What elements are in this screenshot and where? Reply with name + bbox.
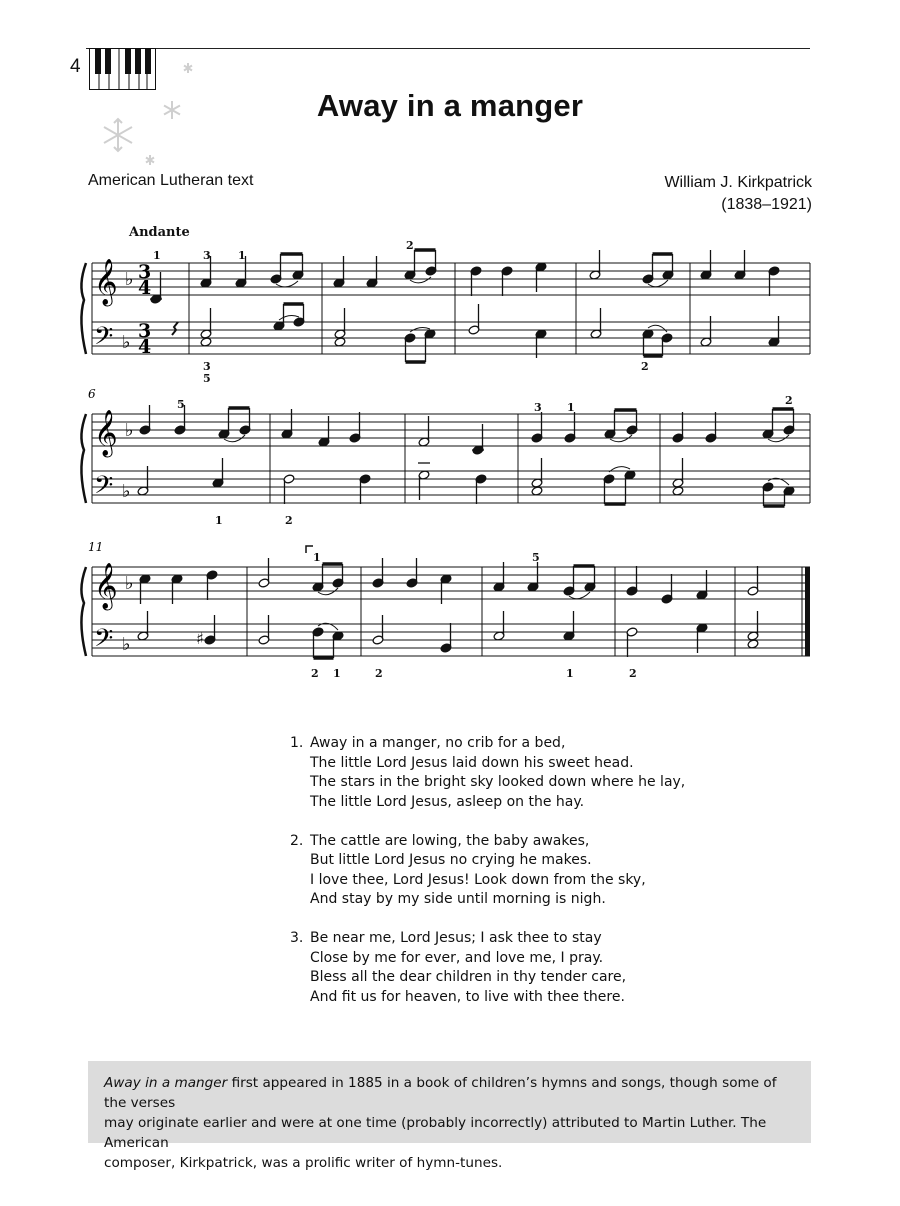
fingering: 2 <box>285 514 293 527</box>
measure-number: 11 <box>88 540 104 554</box>
svg-text:♭: ♭ <box>122 332 131 353</box>
text-credit: American Lutheran text <box>88 172 254 189</box>
fingering: 1 <box>313 551 321 564</box>
verse-2 <box>290 832 685 910</box>
note-italic-title: Away in a manger <box>104 1075 228 1091</box>
verse-line: Close by me for ever, and love me, I pray. <box>310 949 604 966</box>
verse-line: Away in a manger, no crib for a bed, <box>310 735 566 751</box>
fingering: 1 <box>153 249 161 262</box>
verse-line: The cattle are lowing, the baby awakes, <box>310 832 590 849</box>
verse-number: 1. <box>290 735 304 751</box>
svg-text:♭: ♭ <box>122 481 131 502</box>
verse-line: Bless all the dear children in thy tender care, <box>310 969 627 985</box>
svg-text:♭: ♭ <box>125 573 134 594</box>
svg-text:𝄢: 𝄢 <box>94 471 114 506</box>
svg-text:𝄞: 𝄞 <box>94 410 118 456</box>
verse-3 <box>290 929 685 1007</box>
note-line-2: may originate earlier and were at one time (probably incorrectly) attributed to Martin Luther. The American <box>104 1115 767 1151</box>
composer-dates: (1838–1921) <box>721 196 812 213</box>
svg-text:♭: ♭ <box>122 634 131 655</box>
time-signature-top: 3 <box>138 261 152 283</box>
fingering: 3 <box>534 401 542 414</box>
svg-text:♭: ♭ <box>125 420 134 441</box>
time-signature-bottom-bass: 4 <box>138 336 152 358</box>
fingering: 5 <box>532 551 540 564</box>
verse-line: The little Lord Jesus laid down his sweet head. <box>310 754 634 771</box>
fingering: 2 <box>785 394 793 407</box>
fingering: 2 <box>629 667 637 680</box>
note-line-1 <box>104 1073 795 1113</box>
verse-line: And stay by my side until morning is nigh. <box>310 891 606 907</box>
composer-name: William J. Kirkpatrick <box>664 174 812 191</box>
fingering: 1 <box>333 667 341 680</box>
note-line-3: composer, Kirkpatrick, was a prolific writer of hymn-tunes. <box>104 1155 503 1171</box>
verse-number: 3. <box>290 930 304 946</box>
note-line-1-text: first appeared in 1885 in a book of children’s hymns and songs, though some of the verses <box>104 1075 777 1111</box>
fingering: 1 <box>238 249 246 262</box>
verse-number: 2. <box>290 832 304 849</box>
system-3 <box>81 540 810 680</box>
page-title: Away in a manger <box>316 88 584 123</box>
fingering: 2 <box>406 239 414 252</box>
verse-line: But little Lord Jesus no crying he makes. <box>310 852 592 868</box>
system-1 <box>81 239 810 385</box>
fingering: 1 <box>567 401 575 414</box>
time-signature-top-bass: 3 <box>138 320 152 342</box>
page-number: 4 <box>70 56 81 77</box>
fingering: 2 <box>311 667 319 680</box>
verse-1 <box>290 734 685 812</box>
verse-line: The little Lord Jesus, asleep on the hay. <box>310 793 585 810</box>
fingering: 5 <box>177 398 185 411</box>
fingering: 1 <box>215 514 223 527</box>
time-signature-bottom: 4 <box>138 277 152 299</box>
svg-text:𝄞: 𝄞 <box>94 563 118 609</box>
svg-text:𝄢: 𝄢 <box>94 322 114 357</box>
verse-line: The stars in the bright sky looked down where he lay, <box>310 774 686 790</box>
fingering: 3 <box>203 360 211 373</box>
svg-text:♯: ♯ <box>196 629 204 648</box>
fingering: 2 <box>641 360 649 373</box>
verses <box>290 734 685 1027</box>
verse-line: Be near me, Lord Jesus; I ask thee to stay <box>310 930 602 946</box>
fingering: 3 <box>203 249 211 262</box>
fingering: 2 <box>375 667 383 680</box>
tempo-marking: Andante <box>129 225 190 240</box>
svg-text:𝄢: 𝄢 <box>94 624 114 659</box>
fingering: 1 <box>566 667 574 680</box>
system-2 <box>81 387 810 527</box>
fingering: 5 <box>203 372 211 385</box>
verse-line: And fit us for heaven, to live with thee there. <box>310 988 625 1005</box>
svg-text:𝄞: 𝄞 <box>94 259 118 305</box>
measure-number: 6 <box>88 387 96 401</box>
svg-text:♭: ♭ <box>125 269 134 290</box>
verse-line: I love thee, Lord Jesus! Look down from the sky, <box>310 871 646 888</box>
historical-note <box>88 1061 811 1171</box>
